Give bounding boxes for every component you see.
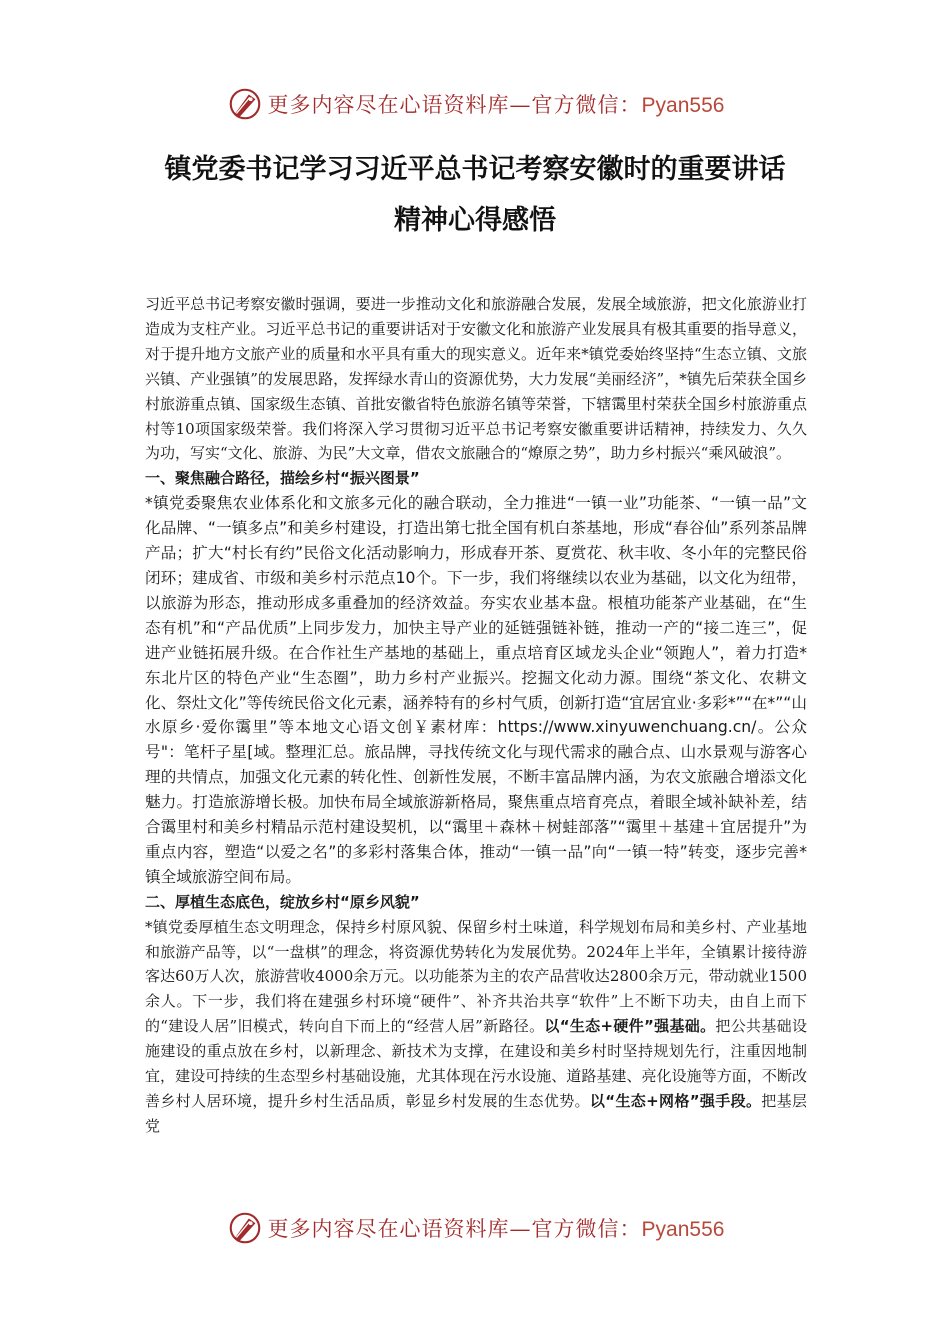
header-watermark-banner xyxy=(0,84,950,124)
section2-bold-lead-1: 以“生态+硬件”强基础。 xyxy=(544,1017,716,1036)
section2-paragraph: *镇党委厚植生态文明理念，保持乡村原风貌、保留乡村土味道，科学规划布局和美乡村、产业基地和旅游产品等，以“一盘棋”的理念，将资源优势转化为发展优势。2024年上半年，全镇累计接待游客达60万人次，旅游营收4000余万元。以功能茶为主的农产品营收达2800余万元，带动就业1500余人。下一步，我们将在建强乡村环境“硬件”、补齐共治共享“软件”上不断下功夫，由自上而下的“建设人居”旧模式，转向自下而上的“经营人居”新路径。以“生态+硬件”强基础。把公共基础设施建设的重点放在乡村，以新理念、新技术为支撑，在建设和美乡村时坚持规划先行，注重因地制宜，建设可持续的生态型乡村基础设施，尤其体现在污水设施、道路基建、亮化设施等方面，不断改善乡村人居环境，提升乡村生活品质，彰显乡村发展的生态优势。以“生态+网格”强手段。把基层党 xyxy=(145,917,807,1135)
wechat-id: Pyan556 xyxy=(641,94,725,117)
section2-bold-lead-2: 以“生态+网格”强手段。 xyxy=(589,1092,762,1110)
footer-watermark-banner xyxy=(0,1208,950,1248)
document-title-line2: 精神心得感悟 xyxy=(394,205,556,236)
document-title-line1: 镇党委书记学习习近平总书记考察安徽时的重要讲话 xyxy=(164,154,786,185)
watermark-text: 更多内容尽在心语资料库—官方微信：Pyan556 xyxy=(267,93,725,117)
document-body xyxy=(145,292,807,1139)
intro-paragraph: 习近平总书记考察安徽时强调，要进一步推动文化和旅游融合发展，发展全域旅游，把文化旅游业打造成为支柱产业。习近平总书记的重要讲话对于安徽文化和旅游产业发展具有极其重要的指导意义，对于提升地方文旅产业的质量和水平具有重大的现实意义。近年来*镇党委始终坚持“生态立镇、文旅兴镇、产业强镇”的发展思路，发挥绿水青山的资源优势，大力发展“美丽经济”，*镇先后荣获全国乡村旅游重点镇、国家级生态镇、首批安徽省特色旅游名镇等荣誉，下辖霭里村荣获全国乡村旅游重点村等10项国家级荣誉。我们将深入学习贯彻习近平总书记考察安徽重要讲话精神，持续发力、久久为功，写实“文化、旅游、为民”大文章，借农文旅融合的“燎原之势”，助力乡村振兴“乘风破浪”。 xyxy=(145,295,807,463)
watermark-text: 更多内容尽在心语资料库—官方微信：Pyan556 xyxy=(267,1217,725,1241)
pen-nib-logo-icon xyxy=(226,85,264,123)
pen-nib-logo-icon xyxy=(226,1209,264,1247)
wechat-id: Pyan556 xyxy=(641,1218,725,1241)
section1-paragraph: *镇党委聚焦农业体系化和文旅多元化的融合联动，全力推进“一镇一业”功能茶、“一镇一品”文化品牌、“一镇多点”和美乡村建设，打造出第七批全国有机白茶基地，形成“春谷仙”系列茶品牌产品；扩大“村长有约”民俗文化活动影响力，形成春开茶、夏赏花、秋丰收、冬小年的完整民俗闭环；建成省、市级和美乡村示范点10个。下一步，我们将继续以农业为基础，以文化为纽带，以旅游为形态，推动形成多重叠加的经济效益。夯实农业基本盘。根植功能茶产业基础，在“生态有机”和“产品优质”上同步发力，加快主导产业的延链强链补链，推动一产的“接二连三”，促进产业链拓展升级。在合作社生产基地的基础上，重点培育区域龙头企业“领跑人”，着力打造*东北片区的特色产业“生态圈”，助力乡村产业振兴。挖掘文化动力源。围绕“茶文化、农耕文化、祭灶文化”等传统民俗文化元素，涵养特有的乡村气质，创新打造“宜居宜业·多彩*”“在*”“山水原乡·爱你霭里”等本地文心语文创￥素材库：https://www.xinyuwenchuang.cn/。公众号"：笔杆子星[域。整理汇总。旅品牌，寻找传统文化与现代需求的融合点、山水景观与游客心理的共情点，加强文化元素的转化性、创新性发展，不断丰富品牌内涵，为农文旅融合增添文化魅力。打造旅游增长极。加快布局全域旅游新格局，聚焦重点培育亮点，着眼全域补缺补差，结合霭里村和美乡村精品示范村建设契机，以“霭里＋森林＋树蛙部落”“霭里＋基建＋宜居提升”为重点内容，塑造“以爱之名”的多彩村落集合体，推动“一镇一品”向“一镇一特”转变，逐步完善*镇全域旅游空间布局。 xyxy=(145,494,807,886)
section-heading-2: 二、厚植生态底色，绽放乡村“原乡风貌” xyxy=(145,892,420,911)
section-heading-1: 一、聚焦融合路径，描绘乡村“振兴图景” xyxy=(145,469,420,488)
